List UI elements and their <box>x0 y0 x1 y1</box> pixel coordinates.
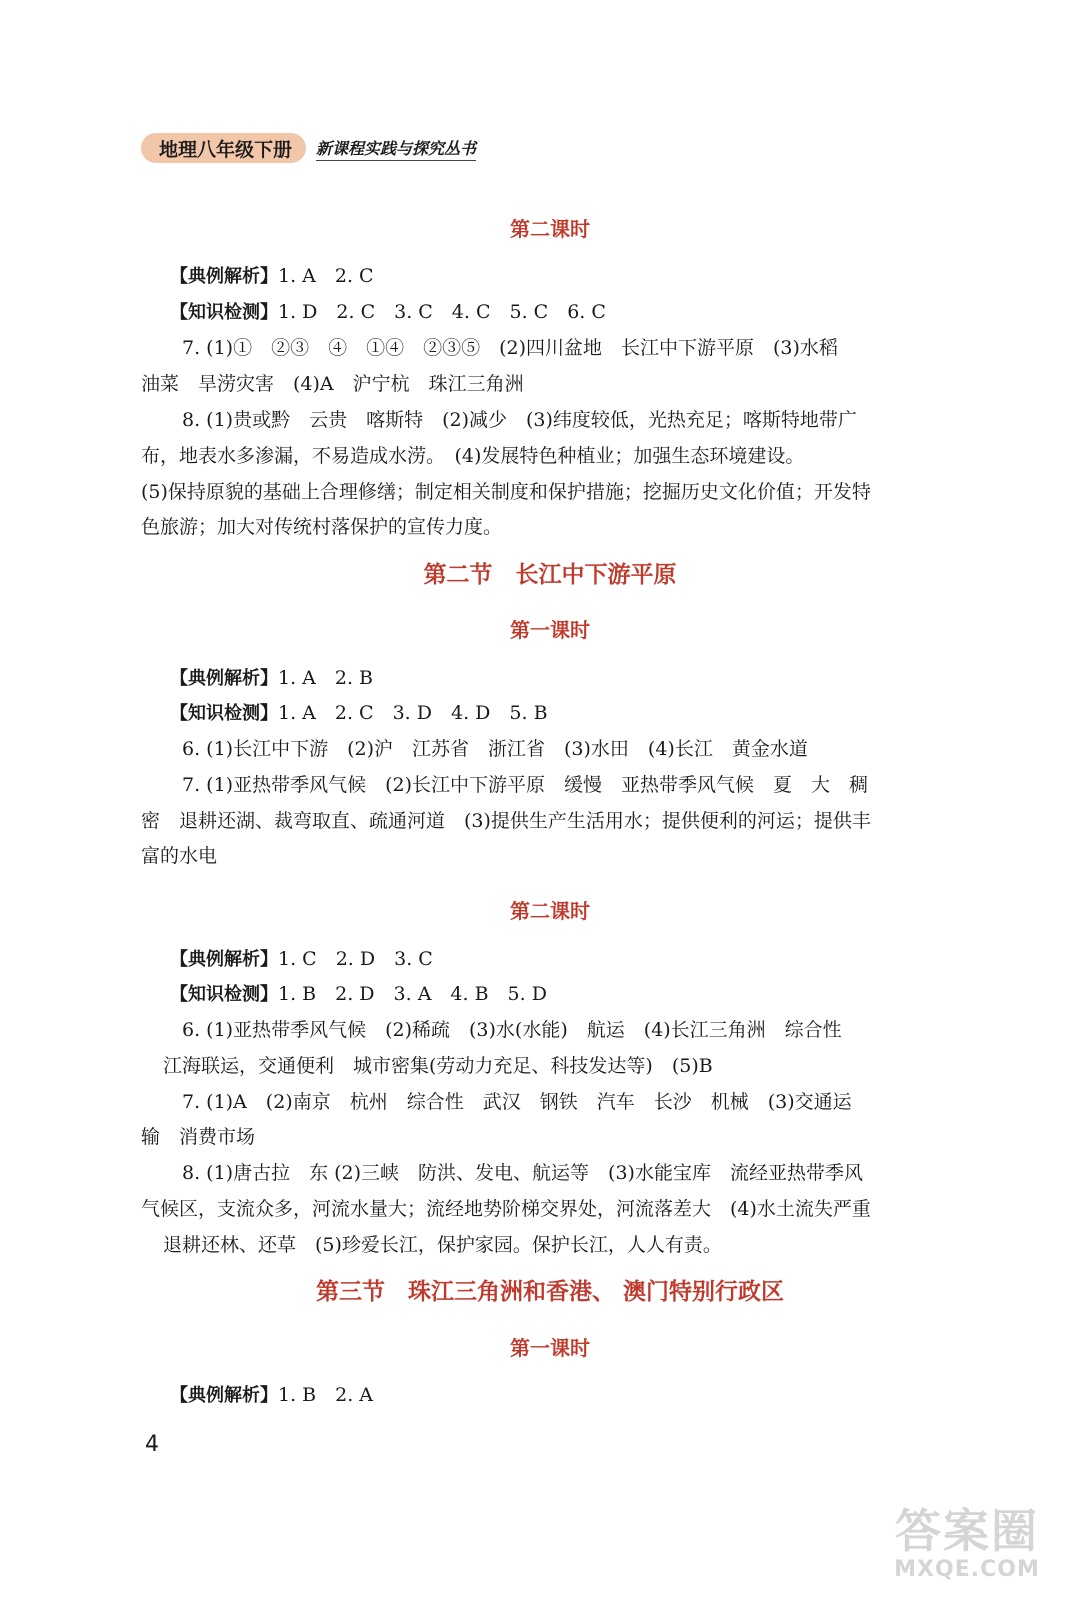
answer-line: 油菜 旱涝灾害 (4)A 沪宁杭 珠江三角洲 <box>141 373 524 395</box>
answer-line: 8. (1)贵或黔 云贵 喀斯特 (2)减少 (3)纬度较低，光热充足；喀斯特地带广 <box>182 409 857 431</box>
lesson-heading: 第二课时 <box>510 217 590 241</box>
label-check: 【知识检测】 <box>170 302 278 323</box>
answer-line: 退耕还林、还草 (5)珍爱长江，保护家园。保护长江，人人有责。 <box>163 1234 722 1256</box>
page-number: 4 <box>145 1432 159 1457</box>
section-heading: 第三节 珠江三角洲和香港、 澳门特别行政区 <box>315 1279 784 1305</box>
answer-line: 【典例解析】1. B 2. A <box>170 1384 374 1406</box>
answer-line: 6. (1)亚热带季风气候 (2)稀疏 (3)水(水能) 航运 (4)长江三角洲 综合性 <box>182 1019 842 1041</box>
answer-line: 布，地表水多渗漏，不易造成水涝。 (4)发展特色种植业；加强生态环境建设。 <box>141 445 805 467</box>
answer-line: 【典例解析】1. A 2. B <box>170 667 374 689</box>
label-example: 【典例解析】 <box>170 266 278 287</box>
label-check: 【知识检测】 <box>170 984 278 1005</box>
answer-line: 江海联运，交通便利 城市密集(劳动力充足、科技发达等) (5)B <box>163 1055 713 1077</box>
lesson-heading: 第二课时 <box>510 899 590 923</box>
section-heading: 第二节 长江中下游平原 <box>423 562 677 588</box>
answer-line: 【典例解析】1. A 2. C <box>170 265 374 287</box>
label-example: 【典例解析】 <box>170 1385 278 1406</box>
watermark-bottom: MXQE.COM <box>894 1557 1040 1582</box>
answer-line: 密 退耕还湖、裁弯取直、疏通河道 (3)提供生产生活用水；提供便利的河运；提供丰 <box>141 810 871 832</box>
answer-line: 7. (1)① ②③ ④ ①④ ②③⑤ (2)四川盆地 长江中下游平原 (3)水稻 <box>182 337 838 359</box>
label-example: 【典例解析】 <box>170 949 278 970</box>
page-header <box>141 133 476 163</box>
answer-line: 7. (1)A (2)南京 杭州 综合性 武汉 钢铁 汽车 长沙 机械 (3)交通运 <box>182 1091 852 1113</box>
answer-line: 【知识检测】1. A 2. C 3. D 4. D 5. B <box>170 702 548 724</box>
label-example: 【典例解析】 <box>170 668 278 689</box>
answer-line: 8. (1)唐古拉 东 (2)三峡 防洪、发电、航运等 (3)水能宝库 流经亚热带季风 <box>182 1162 863 1184</box>
answer-line: 富的水电 <box>141 845 218 867</box>
lesson-heading: 第一课时 <box>510 1336 590 1360</box>
answer-line: 色旅游；加大对传统村落保护的宣传力度。 <box>141 516 503 538</box>
answer-line: 输 消费市场 <box>141 1126 256 1148</box>
answer-line: 【知识检测】1. B 2. D 3. A 4. B 5. D <box>170 983 547 1005</box>
answer-line: 7. (1)亚热带季风气候 (2)长江中下游平原 缓慢 亚热带季风气候 夏 大 稠 <box>182 774 868 796</box>
answer-line: 6. (1)长江中下游 (2)沪 江苏省 浙江省 (3)水田 (4)长江 黄金水道 <box>182 738 808 760</box>
label-check: 【知识检测】 <box>170 703 278 724</box>
answer-line: 【典例解析】1. C 2. D 3. C <box>170 948 433 970</box>
answer-line: 气候区，支流众多，河流水量大；流经地势阶梯交界处，河流落差大 (4)水土流失严重 <box>141 1198 871 1220</box>
answer-line: (5)保持原貌的基础上合理修缮；制定相关制度和保护措施；挖掘历史文化价值；开发特 <box>141 481 871 503</box>
answer-line: 【知识检测】1. D 2. C 3. C 4. C 5. C 6. C <box>170 301 606 323</box>
lesson-heading: 第一课时 <box>510 618 590 642</box>
series-title: 新课程实践与探究丛书 <box>316 136 476 161</box>
watermark-logo <box>872 1505 1062 1595</box>
watermark-top: 答案圈 <box>895 1504 1039 1558</box>
book-title-badge: 地理八年级下册 <box>141 133 306 163</box>
